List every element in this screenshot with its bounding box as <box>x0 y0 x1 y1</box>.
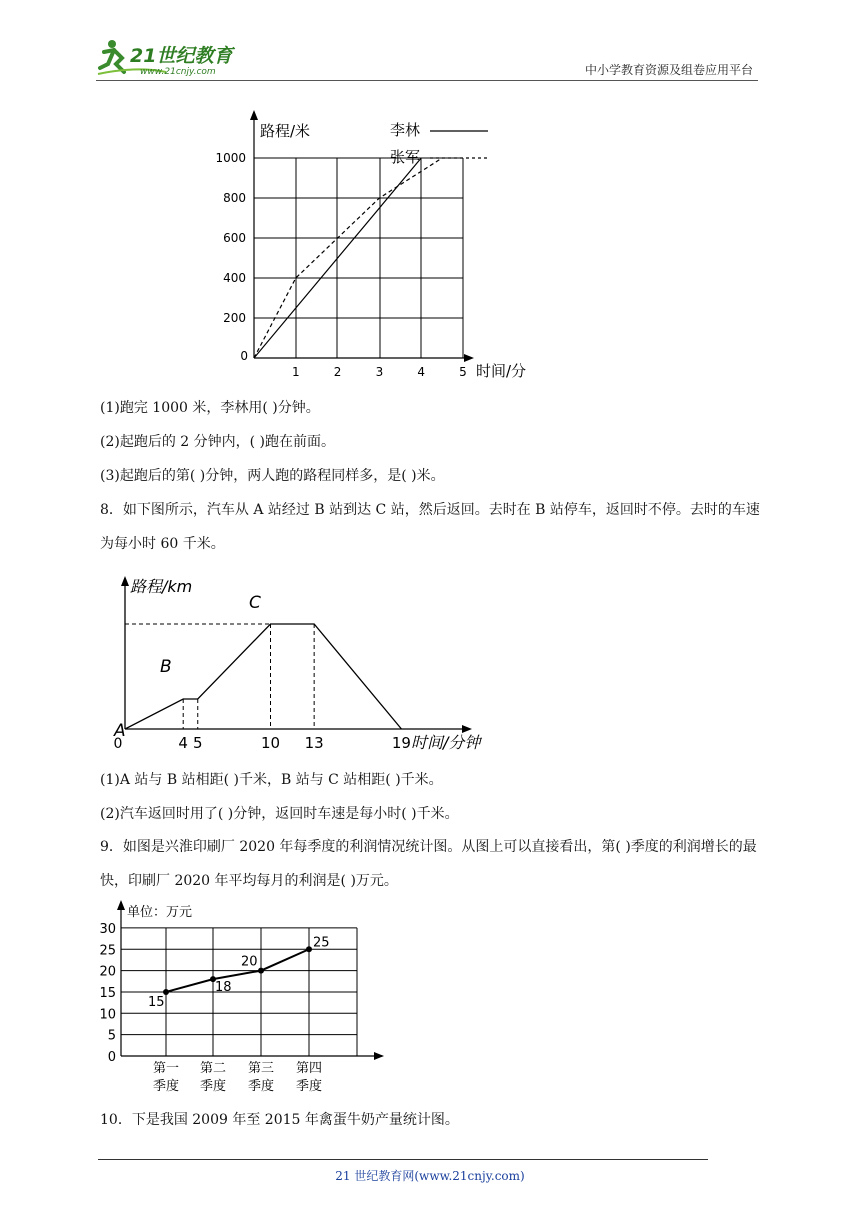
chart1-grid <box>254 158 463 358</box>
profit-data-label: 25 <box>313 935 330 951</box>
q7-part1: (1)跑完 1000 米，李林用( )分钟。 <box>100 400 320 416</box>
profit-data-label: 18 <box>215 980 232 996</box>
legend-lilin-label: 李林 <box>390 121 421 139</box>
chart3-ytick: 30 <box>99 921 116 937</box>
chart1-xlabel: 时间/分 <box>476 362 527 380</box>
chart1-ytick: 1000 <box>215 151 246 165</box>
chart3-ytick: 20 <box>99 964 116 980</box>
chart3-y-arrow <box>117 900 125 910</box>
chart3-xtick: 第四 <box>295 1061 323 1076</box>
chart1-xtick: 2 <box>333 365 342 379</box>
chart3-x-arrow <box>374 1052 384 1060</box>
q9-text: 9．如图是兴淮印刷厂 2020 年每季度的利润情况统计图。从图上可以直接看出，第( )季度的利润增长的最快，印刷厂 2020 年平均每月的利润是( )万元。 <box>100 839 757 889</box>
chart-quarterly-profit <box>100 898 400 1098</box>
chart1-xtick: 4 <box>417 365 426 379</box>
q8-text: 8．如下图所示，汽车从 A 站经过 B 站到达 C 站，然后返回。去时在 B 站停车，返回时不停。去时的车速为每小时 60 千米。 <box>100 502 760 552</box>
logo-subtext: www.21cnjy.com <box>140 67 216 77</box>
chart3-xtick: 第一 <box>152 1061 180 1076</box>
chart3-xtick: 第二 <box>199 1061 227 1076</box>
legend-zhangjun-label: 张军 <box>390 148 421 166</box>
chart2-xtick: 4 <box>178 734 188 752</box>
chart1-xtick: 3 <box>375 365 384 379</box>
chart1-origin: 0 <box>240 349 248 363</box>
chart2-origin: 0 <box>113 736 123 752</box>
chart3-ytick: 10 <box>99 1007 116 1023</box>
series-zhangjun-line <box>254 158 442 358</box>
chart2-xtick: 5 <box>192 734 203 752</box>
chart3-xtick: 季度 <box>152 1079 180 1094</box>
chart3-ylabel: 单位：万元 <box>127 905 193 920</box>
chart3-xtick: 第三 <box>247 1061 275 1076</box>
q7-part2: (2)起跑后的 2 分钟内，( )跑在前面。 <box>100 434 336 450</box>
chart1-ytick: 200 <box>223 311 246 325</box>
chart2-xtick: 19 <box>391 734 411 752</box>
chart1-x-arrow <box>464 354 474 362</box>
chart3-ytick: 15 <box>99 985 116 1001</box>
footer-text: 21 世纪教育网(www.21cnjy.com) <box>335 1169 525 1183</box>
q8-part1: (1)A 站与 B 站相距( )千米，B 站与 C 站相距( )千米。 <box>100 772 443 788</box>
runner-logo-icon <box>96 36 256 80</box>
chart2-xtick: 10 <box>260 734 281 752</box>
point-b-label: B <box>160 657 172 677</box>
chart3-xtick: 季度 <box>199 1079 227 1094</box>
footer-divider <box>98 1159 708 1160</box>
profit-point <box>306 946 312 952</box>
chart1-y-arrow <box>250 110 258 120</box>
profit-data-label: 20 <box>241 954 258 970</box>
chart2-xtick: 13 <box>304 734 324 752</box>
chart-race-distance <box>100 104 527 384</box>
profit-data-label: 15 <box>148 994 165 1010</box>
chart3-ytick: 25 <box>99 943 116 959</box>
platform-name: 中小学教育资源及组卷应用平台 <box>584 63 753 77</box>
chart1-ytick: 800 <box>223 191 246 205</box>
chart3-ytick: 5 <box>107 1028 116 1044</box>
header-divider <box>96 80 758 81</box>
chart2-x-arrow <box>462 725 472 733</box>
chart3-xtick: 季度 <box>247 1079 275 1094</box>
chart3-xtick: 季度 <box>295 1079 323 1094</box>
q8-part2: (2)汽车返回时用了( )分钟，返回时车速是每小时( )千米。 <box>100 806 459 822</box>
chart1-ytick: 400 <box>223 271 246 285</box>
logo-text: 21世纪教育 <box>130 45 233 67</box>
point-c-label: C <box>249 593 261 613</box>
q7-part3: (3)起跑后的第( )分钟，两人跑的路程同样多，是( )米。 <box>100 468 445 484</box>
profit-point <box>258 968 264 974</box>
q10-text: 10．下是我国 2009 年至 2015 年禽蛋牛奶产量统计图。 <box>100 1112 459 1128</box>
site-logo <box>96 36 256 80</box>
chart2-xlabel: 时间/分钟 <box>411 733 481 752</box>
chart3-ytick: 0 <box>107 1050 116 1065</box>
chart2-y-arrow <box>121 576 129 586</box>
chart2-ylabel: 路程/km <box>130 577 193 596</box>
point-a-label: A <box>114 721 126 741</box>
chart1-xtick: 5 <box>459 365 467 379</box>
chart1-ylabel: 路程/米 <box>260 122 311 140</box>
chart1-ytick: 600 <box>223 231 246 245</box>
chart1-xtick: 1 <box>291 365 300 379</box>
chart-bus-route <box>108 570 508 760</box>
